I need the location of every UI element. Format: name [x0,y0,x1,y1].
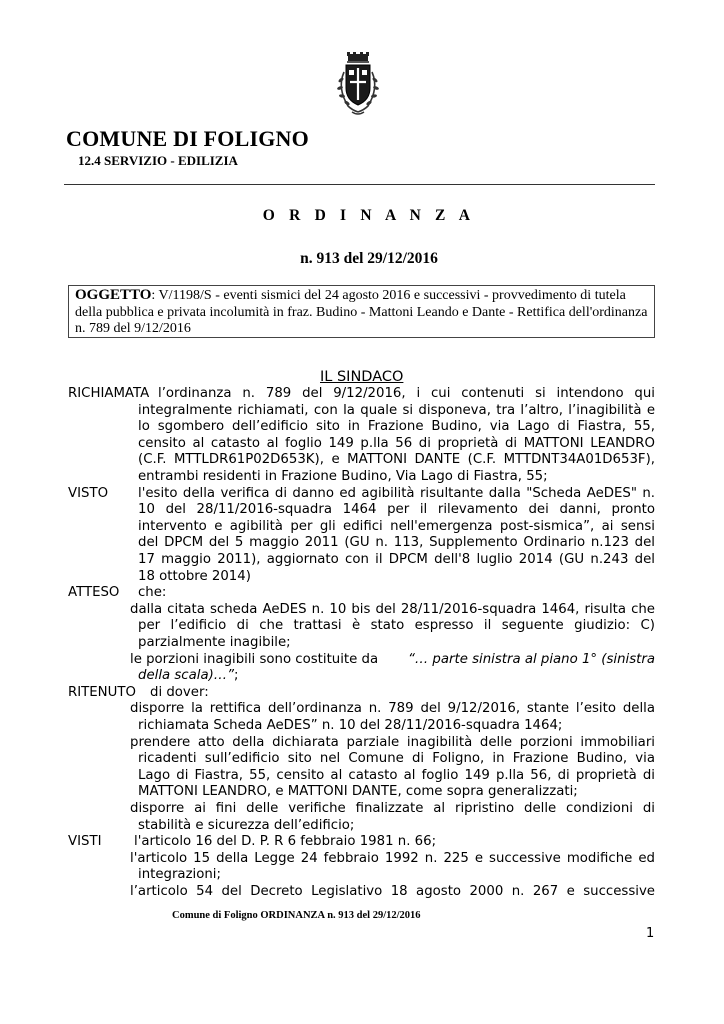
mayor-heading: IL SINDACO [320,369,404,385]
body-line: 10 del 28/11/2016-squadra 1464 per il rilevamento dei danni, pronto [138,502,655,518]
body-line: che: [138,585,167,601]
body-line: l’articolo 54 del Decreto Legislativo 18 agosto 2000 n. 267 e successive [130,884,655,899]
body-line: entrambi residenti in Frazione Budino, Via Lago di Fiastra, 55; [138,469,548,484]
page-number: 1 [646,926,655,941]
body-line: MATTONI LEANDRO, e MATTONI DANTE, come sopra generalizzati; [138,784,578,800]
body-line: stabilità e sicurezza dell’edificio; [138,817,355,833]
body-line: Lago di Fiastra, 55, censito al catasto al foglio 149 p.lla 56, di proprietà di [138,767,655,783]
body-line: l'esito della verifica di danno ed agibilità risultante dalla "Scheda AeDES" n. [138,485,655,501]
organization-name: COMUNE DI FOLIGNO [66,126,309,151]
subject-box [68,285,655,338]
body-line: del DPCM del 5 maggio 2011 (GU n. 113, Supplemento Ordinario n.123 del [138,535,655,551]
body-line: l'articolo 15 della Legge 24 febbraio 1992 n. 225 e successive modifiche ed [130,850,655,866]
body-line [130,652,655,669]
body-line: dalla citata scheda AeDES n. 10 bis del 28/11/2016-squadra 1464, risulta che [130,601,655,617]
body-line: integrazioni; [138,867,221,883]
subject-text [75,287,648,338]
clause-label-atteso: ATTESO [68,585,120,601]
page-footer: Comune di Foligno ORDINANZA n. 913 del 29/12/2016 [172,910,421,921]
body-line: (C.F. MTTLDR61P02D653K), e MATTONI DANTE (C.F. MTTDNT34A01D653F), [138,452,655,468]
body-line: 18 ottobre 2014) [138,568,251,584]
body-line [138,668,238,685]
body-text: le porzioni inagibili sono costituite da [130,651,379,667]
body-line: 17 maggio 2011), aggiornato con il DPCM dell'8 luglio 2014 (GU n.243 del [138,552,655,567]
quoted-text: della scala)…” [138,668,234,684]
header-divider [64,184,655,185]
document-number: n. 913 del 29/12/2016 [300,250,438,267]
body-line: per l’edificio di che trattasi è stato espresso il seguente giudizio: C) [138,618,655,634]
clause-label-richiamata: RICHIAMATA [68,386,150,401]
body-line: richiamata Scheda AeDES” n. 10 del 28/11/2016-squadra 1464; [138,718,563,733]
body-line: ricadenti sull’edificio sito nel Comune di Foligno, in Frazione Budino, via [138,751,655,767]
body-text: ; [234,668,239,684]
body-line: parzialmente inagibile; [138,635,291,650]
body-line: l'articolo 16 del D. P. R 6 febbraio 1981 n. 66; [134,834,437,850]
body-line: censito al catasto al foglio 149 p.lla 56 di proprietà di MATTONI LEANDRO [138,435,655,451]
body-line: intervento e agibilità per gli edifici nell'emergenza post-sismica”, ai sensi [138,518,655,534]
body-line: prendere atto della dichiarata parziale inagibilità delle porzioni immobiliari [130,734,655,750]
coat-of-arms-icon [334,52,382,118]
quoted-text: “… parte sinistra al piano 1° (sinistra [408,651,655,667]
body-line: disporre ai fini delle verifiche finalizzate al ripristino delle condizioni di [130,801,655,816]
clause-label-visti: VISTI [68,834,102,850]
clause-label-visto: VISTO [68,485,109,501]
subject-label: OGGETTO [75,287,152,303]
clause-label-ritenuto: RITENUTO [68,684,136,700]
document-type: O R D I N A N Z A [262,207,476,224]
body-line: lo sgombero dell’edificio sito in Frazione Budino, via Lago di Fiastra, 55, [138,419,655,435]
body-line: disporre la rettifica dell’ordinanza n. 789 del 9/12/2016, stante l’esito della [130,701,655,717]
subject-content: : V/1198/S - eventi sismici del 24 agosto 2016 e successivi - provvedimento di tutela della pubblica e privata incolumità in fraz. Budino - Mattoni Leando e Dante - Rettifica dell'ordinanza n. 789 del 9/12/2016 [75,288,648,336]
body-line: l’ordinanza n. 789 del 9/12/2016, i cui contenuti si intendono qui [158,386,655,401]
body-line: di dover: [150,684,209,700]
organization-department: 12.4 SERVIZIO - EDILIZIA [78,153,238,168]
body-line: integralmente richiamati, con la quale si disponeva, tra l’altro, l’inagibilità e [138,402,655,418]
